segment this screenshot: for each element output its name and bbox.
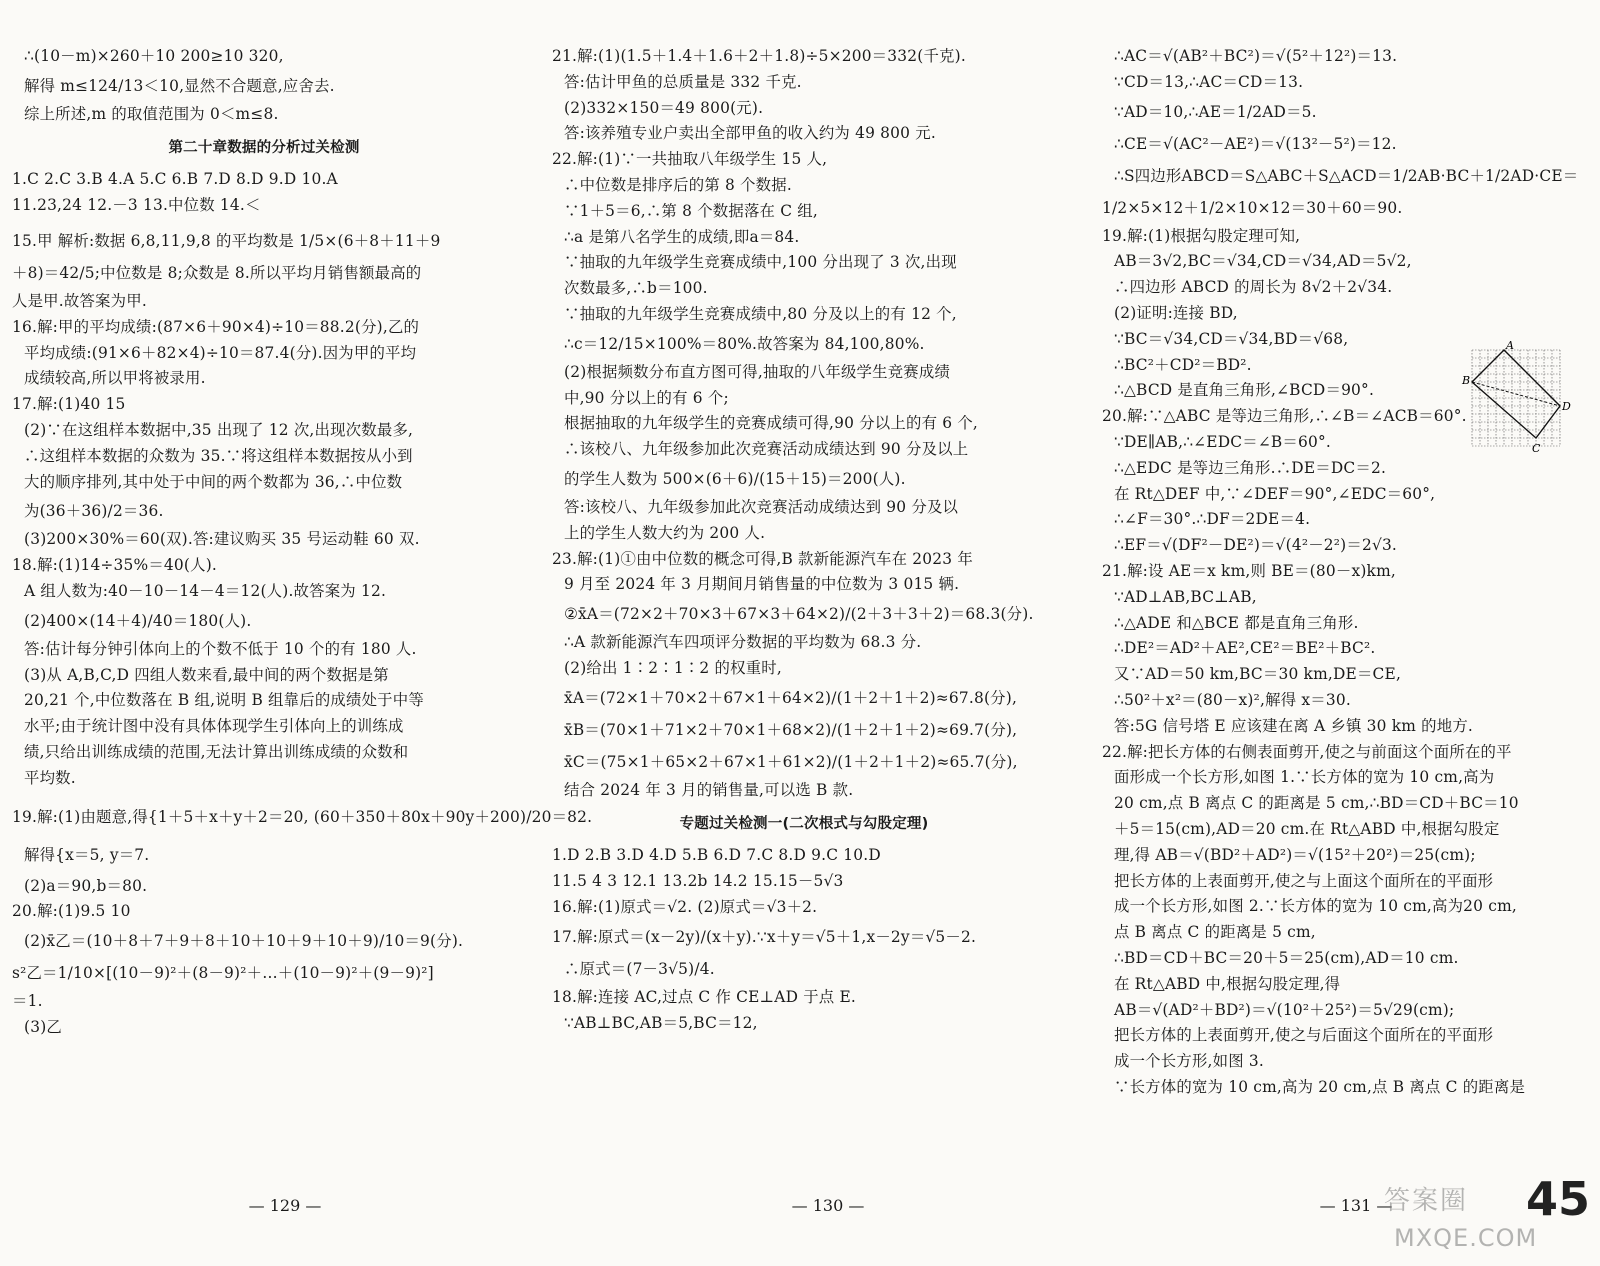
- answer-line: 面形成一个长方形,如图 1.∵长方体的宽为 10 cm,高为: [1114, 768, 1495, 787]
- answer-line: 19.解:(1)由题意,得{1＋5＋x＋y＋2＝20, (60＋350＋80x＋90y＋200)/20＝82.: [12, 807, 593, 826]
- answer-line: ∴△EDC 是等边三角形.∴DE＝DC＝2.: [1114, 458, 1387, 477]
- answer-line: 20.解:∵△ABC 是等边三角形,∴∠B＝∠ACB＝60°.: [1102, 407, 1467, 426]
- answer-line: ∴A 款新能源汽车四项评分数据的平均数为 68.3 分.: [564, 633, 922, 652]
- answer-line: ∵1＋5＝6,∴第 8 个数据落在 C 组,: [564, 201, 818, 220]
- answer-line: 综上所述,m 的取值范围为 0＜m≤8.: [24, 104, 279, 123]
- answer-line: 11.23,24 12.－3 13.中位数 14.＜: [12, 196, 261, 215]
- answer-line: 又∵AD＝50 km,BC＝30 km,DE＝CE,: [1114, 665, 1402, 684]
- answer-line: ∵CD＝13,∴AC＝CD＝13.: [1114, 72, 1304, 91]
- grid-quadrilateral-figure: [1462, 339, 1571, 455]
- answer-line: 答:5G 信号塔 E 应该建在离 A 乡镇 30 km 的地方.: [1114, 716, 1474, 735]
- answer-line: 17.解:原式＝(x－2y)/(x＋y).∵x＋y＝√5＋1,x－2y＝√5－2.: [552, 927, 977, 946]
- figure-label-d: D: [1562, 400, 1571, 413]
- answer-line: 答:该养殖专业户卖出全部甲鱼的收入约为 49 800 元.: [564, 124, 936, 143]
- answer-line: 9 月至 2024 年 3 月期间月销售量的中位数为 3 015 辆.: [564, 575, 960, 594]
- answer-line: (2)x̄乙＝(10＋8＋7＋9＋8＋10＋10＋9＋10＋9)/10＝9(分).: [24, 932, 464, 951]
- answer-line: 平均成绩:(91×6＋82×4)÷10＝87.4(分).因为甲的平均: [24, 343, 417, 362]
- answer-line: 解得{x＝5, y＝7.: [24, 845, 150, 864]
- answer-line: ∵BC＝√34,CD＝√34,BD＝√68,: [1114, 329, 1349, 348]
- answer-line: ∴BD＝CD＋BC＝20＋5＝25(cm),AD＝10 cm.: [1114, 948, 1459, 967]
- answer-line: (3)乙: [24, 1017, 62, 1036]
- answer-line: 17.解:(1)40 15: [12, 395, 126, 414]
- answer-line: 大的顺序排列,其中处于中间的两个数都为 36,∴中位数: [24, 472, 403, 491]
- answer-line: ∵抽取的九年级学生竞赛成绩中,100 分出现了 3 次,出现: [564, 253, 957, 272]
- page-number-middle: — 130 —: [791, 1196, 865, 1215]
- answer-line: 把长方体的上表面剪开,使之与后面这个面所在的平面形: [1114, 1026, 1494, 1045]
- answer-line: ∴S四边形ABCD＝S△ABC＋S△ACD＝1/2AB·BC＋1/2AD·CE＝: [1114, 166, 1579, 185]
- answer-line: (2)给出 1∶2∶1∶2 的权重时,: [564, 658, 782, 677]
- answer-line: 11.5 4 3 12.1 13.2b 14.2 15.15－5√3: [552, 872, 844, 891]
- answer-line: ∴△ADE 和△BCE 都是直角三角形.: [1114, 613, 1359, 632]
- answer-line: x̄B＝(70×1＋71×2＋70×1＋68×2)/(1＋2＋1＋2)≈69.7(分),: [564, 720, 1018, 739]
- answer-line: 18.解:(1)14÷35%＝40(人).: [12, 556, 218, 575]
- answer-line: 答:该校八、九年级参加此次竞赛活动成绩达到 90 分及以: [564, 497, 959, 516]
- answer-line: 中,90 分以上的有 6 个;: [564, 388, 729, 407]
- answer-line: 水平;由于统计图中没有具体体现学生引体向上的训练成: [24, 717, 404, 736]
- answer-line: ∴a 是第八名学生的成绩,即a＝84.: [564, 227, 800, 246]
- answer-line: 绩,只给出训练成绩的范围,无法计算出训练成绩的众数和: [24, 742, 409, 761]
- answer-line: 23.解:(1)①由中位数的概念可得,B 款新能源汽车在 2023 年: [552, 549, 973, 568]
- answer-line: (2)∵在这组样本数据中,35 出现了 12 次,出现次数最多,: [24, 420, 414, 439]
- answer-line: s²乙＝1/10×[(10－9)²＋(8－9)²＋…＋(10－9)²＋(9－9)²]: [12, 964, 434, 983]
- answer-line: ∵AD⊥AB,BC⊥AB,: [1114, 587, 1257, 606]
- answer-line: 1/2×5×12＋1/2×10×12＝30＋60＝90.: [1102, 198, 1403, 217]
- answer-line: 16.解:(1)原式＝√2. (2)原式＝√3＋2.: [552, 897, 818, 916]
- answer-line: ②x̄A＝(72×2＋70×3＋67×3＋64×2)/(2＋3＋3＋2)＝68.3(分).: [564, 605, 1034, 624]
- watermark: [1384, 1172, 1596, 1262]
- page-number-left: — 129 —: [248, 1196, 322, 1215]
- answer-line: (2)根据频数分布直方图可得,抽取的八年级学生竞赛成绩: [564, 362, 951, 381]
- answer-line: 把长方体的上表面剪开,使之与上面这个面所在的平面形: [1114, 871, 1494, 890]
- answer-line: ∵AD＝10,∴AE＝1/2AD＝5.: [1114, 102, 1317, 121]
- answer-line: 1.C 2.C 3.B 4.A 5.C 6.B 7.D 8.D 9.D 10.A: [12, 170, 338, 189]
- answer-line: ∴原式＝(7－3√5)/4.: [564, 959, 715, 978]
- answer-line: 20 cm,点 B 离点 C 的距离是 5 cm,∴BD＝CD＋BC＝10: [1114, 794, 1519, 813]
- answer-line: ∴CE＝√(AC²－AE²)＝√(13²－5²)＝12.: [1114, 134, 1397, 153]
- answer-line: 答:估计每分钟引体向上的个数不低于 10 个的有 180 人.: [24, 639, 417, 658]
- answer-line: 15.甲 解析:数据 6,8,11,9,8 的平均数是 1/5×(6＋8＋11＋9: [12, 231, 441, 250]
- answer-line: 18.解:连接 AC,过点 C 作 CE⊥AD 于点 E.: [552, 987, 857, 1006]
- section-heading: 第二十章数据的分析过关检测: [168, 139, 360, 156]
- watermark-url: MXQE.COM: [1394, 1224, 1538, 1252]
- answer-line: ∵长方体的宽为 10 cm,高为 20 cm,点 B 离点 C 的距离是: [1114, 1077, 1526, 1096]
- answer-line: ∵DE∥AB,∴∠EDC＝∠B＝60°.: [1114, 432, 1331, 451]
- answer-line: 根据抽取的九年级学生的竞赛成绩可得,90 分以上的有 6 个,: [564, 414, 979, 433]
- figure-label-b: B: [1462, 374, 1471, 387]
- figure-label-c: C: [1532, 442, 1541, 455]
- answer-line: ∴中位数是排序后的第 8 个数据.: [564, 175, 792, 194]
- answer-line: 成一个长方形,如图 3.: [1114, 1052, 1264, 1071]
- watermark-page-badge: 45: [1525, 1172, 1590, 1226]
- answer-line: 平均数.: [24, 768, 76, 787]
- answer-line: 答:估计甲鱼的总质量是 332 千克.: [564, 72, 802, 91]
- answer-line: AB＝3√2,BC＝√34,CD＝√34,AD＝5√2,: [1114, 252, 1412, 271]
- answer-line: 点 B 离点 C 的距离是 5 cm,: [1114, 923, 1316, 942]
- answer-line: (2)证明:连接 BD,: [1114, 303, 1238, 322]
- answer-line: 21.解:(1)(1.5＋1.4＋1.6＋2＋1.8)÷5×200＝332(千克).: [552, 47, 966, 65]
- answer-line: ∴DE²＝AD²＋AE²,CE²＝BE²＋BC².: [1114, 639, 1376, 658]
- answer-line: 19.解:(1)根据勾股定理可知,: [1102, 226, 1301, 245]
- section-heading: 专题过关检测一(二次根式与勾股定理): [679, 815, 929, 832]
- answer-line: ∴BC²＋CD²＝BD².: [1114, 355, 1252, 374]
- answer-line: (3)从 A,B,C,D 四组人数来看,最中间的两个数据是第: [24, 665, 389, 684]
- answer-line: 上的学生人数大约为 200 人.: [564, 523, 766, 542]
- answer-column-1: [12, 44, 593, 1041]
- answer-line: 解得 m≤124/13＜10,显然不合题意,应舍去.: [24, 76, 335, 95]
- answer-line: 20,21 个,中位数落在 B 组,说明 B 组靠后的成绩处于中等: [24, 691, 424, 710]
- answer-line: ∴这组样本数据的众数为 35.∵将这组样本数据按从小到: [24, 446, 413, 465]
- answer-line: ＋8)＝42/5;中位数是 8;众数是 8.所以平均月销售额最高的: [12, 263, 422, 282]
- answer-line: (2)332×150＝49 800(元).: [564, 98, 764, 117]
- answer-line: ∴50²＋x²＝(80－x)²,解得 x＝30.: [1114, 690, 1351, 709]
- answer-line: (3)200×30%＝60(双).答:建议购买 35 号运动鞋 60 双.: [24, 530, 420, 549]
- answer-line: ∴四边形 ABCD 的周长为 8√2＋2√34.: [1114, 278, 1393, 297]
- answer-line: x̄A＝(72×1＋70×2＋67×1＋64×2)/(1＋2＋1＋2)≈67.8(分),: [564, 688, 1018, 707]
- answer-line: 次数最多,∴b＝100.: [564, 279, 708, 298]
- answer-line: ＋5＝15(cm),AD＝20 cm.在 Rt△ABD 中,根据勾股定: [1114, 819, 1500, 838]
- answer-line: 1.D 2.B 3.D 4.D 5.B 6.D 7.C 8.D 9.C 10.D: [552, 846, 881, 865]
- answer-line: (2)400×(14＋4)/40＝180(人).: [24, 611, 252, 630]
- answer-line: ∴∠F＝30°.∴DF＝2DE＝4.: [1114, 510, 1311, 529]
- answer-line: 人是甲.故答案为甲.: [12, 291, 147, 310]
- answer-line: ∴AC＝√(AB²＋BC²)＝√(5²＋12²)＝13.: [1114, 47, 1398, 65]
- answer-line: 理,得 AB＝√(BD²＋AD²)＝√(15²＋20²)＝25(cm);: [1114, 845, 1476, 864]
- answer-line: ∴EF＝√(DF²－DE²)＝√(4²－2²)＝2√3.: [1114, 536, 1398, 555]
- answer-line: 22.解:把长方体的右侧表面剪开,使之与前面这个面所在的平: [1102, 742, 1512, 761]
- answer-line: ∵AB⊥BC,AB＝5,BC＝12,: [564, 1013, 758, 1032]
- answer-line: 20.解:(1)9.5 10: [12, 902, 131, 921]
- answer-line: 成绩较高,所以甲将被录用.: [24, 369, 206, 388]
- answer-column-2: [552, 44, 1056, 1036]
- answer-line: (2)a＝90,b＝80.: [24, 876, 148, 895]
- answer-line: ∴△BCD 是直角三角形,∠BCD＝90°.: [1114, 381, 1375, 400]
- answer-line: 结合 2024 年 3 月的销售量,可以选 B 款.: [564, 780, 854, 799]
- answer-line: ∴(10－m)×260＋10 200≥10 320,: [24, 47, 284, 65]
- answer-line: x̄C＝(75×1＋65×2＋67×1＋61×2)/(1＋2＋1＋2)≈65.7(分),: [564, 752, 1018, 771]
- answer-line: A 组人数为:40－10－14－4＝12(人).故答案为 12.: [24, 581, 387, 600]
- answer-line: AB＝√(AD²＋BD²)＝√(10²＋25²)＝5√29(cm);: [1114, 1000, 1455, 1019]
- answer-line: 21.解:设 AE＝x km,则 BE＝(80－x)km,: [1102, 561, 1396, 580]
- page-number-right: — 131 —: [1319, 1196, 1393, 1215]
- answer-column-3: [1102, 44, 1594, 1101]
- watermark-site-name: 答案圈: [1384, 1186, 1469, 1216]
- answer-line: 在 Rt△ABD 中,根据勾股定理,得: [1114, 974, 1341, 993]
- answer-line: 22.解:(1)∵一共抽取八年级学生 15 人,: [552, 150, 828, 169]
- answer-line: 为(36＋36)/2＝36.: [24, 502, 164, 521]
- answer-line: ∴该校八、九年级参加此次竞赛活动成绩达到 90 分及以上: [564, 440, 969, 459]
- answer-line: 16.解:甲的平均成绩:(87×6＋90×4)÷10＝88.2(分),乙的: [12, 317, 420, 336]
- answer-line: 的学生人数为 500×(6＋6)/(15＋15)＝200(人).: [564, 469, 906, 488]
- answer-line: 在 Rt△DEF 中,∵∠DEF＝90°,∠EDC＝60°,: [1114, 484, 1436, 503]
- answer-line: ∴c＝12/15×100%＝80%.故答案为 84,100,80%.: [564, 334, 925, 353]
- figure-label-a: A: [1506, 339, 1514, 352]
- answer-line: ∵抽取的九年级学生竞赛成绩中,80 分及以上的有 12 个,: [564, 304, 957, 323]
- answer-line: ＝1.: [12, 992, 43, 1011]
- answer-line: 成一个长方形,如图 2.∵长方体的宽为 10 cm,高为20 cm,: [1114, 897, 1517, 916]
